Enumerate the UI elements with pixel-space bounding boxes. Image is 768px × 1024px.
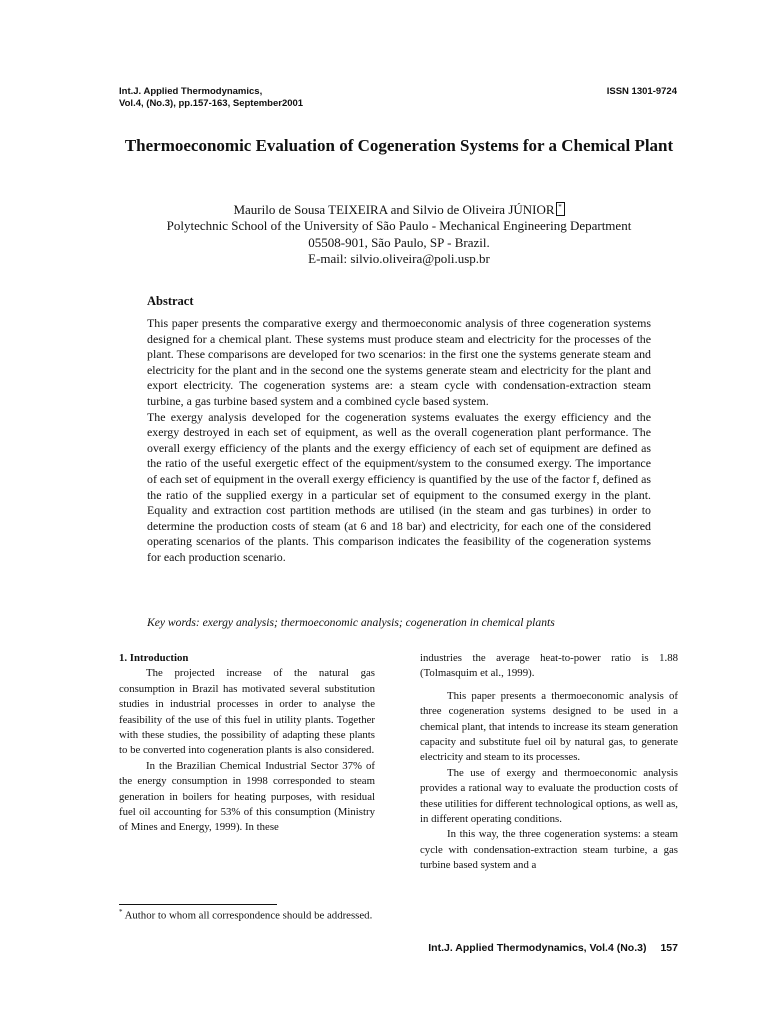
- footnote-text: Author to whom all correspondence should be addressed.: [122, 909, 373, 922]
- left-column: [119, 651, 375, 836]
- intro-paragraph-5: The use of exergy and thermoeconomic analysis provides a rational way to evaluate the production costs of these utilities for different technological options, as well as, in different operating conditions.: [420, 766, 678, 826]
- journal-citation: [119, 86, 303, 110]
- right-column: [420, 651, 678, 874]
- footnote-mark: *: [119, 908, 123, 916]
- affiliation: Polytechnic School of the University of São Paulo - Mechanical Engineering Department: [166, 218, 632, 234]
- issn: ISSN 1301-9724: [606, 86, 677, 97]
- footer-journal: Int.J. Applied Thermodynamics, Vol.4 (No.3): [428, 942, 647, 954]
- intro-paragraph-2: In the Brazilian Chemical Industrial Sector 37% of the energy consumption in 1998 corresponded to steam generation in boilers for heating purposes, with residual fuel oil accounting for 53% of this consumption (Ministry of Mines and Energy, 1999). In these: [119, 759, 375, 834]
- email: E-mail: silvio.oliveira@poli.usp.br: [308, 250, 490, 266]
- page-footer: [428, 942, 678, 954]
- footnote: [119, 908, 372, 922]
- page-number: 157: [660, 942, 678, 954]
- intro-paragraph-4: This paper presents a thermoeconomic analysis of three cogeneration systems designed to be used in a chemical plant, that intends to increase its steam generation capacity and substitute fuel oil by natural gas, to generate electricity and steam to its processes.: [420, 689, 678, 764]
- abstract-body: [147, 316, 651, 566]
- paper-title: Thermoeconomic Evaluation of Cogeneration Systems for a Chemical Plant: [124, 136, 674, 155]
- footnote-rule: [119, 904, 277, 905]
- journal-line-2: Vol.4, (No.3), pp.157-163, September2001: [119, 98, 304, 109]
- intro-paragraph-3: industries the average heat-to-power ratio is 1.88 (Tolmasquim et al., 1999).: [420, 652, 678, 680]
- keywords: Key words: exergy analysis; thermoeconomic analysis; cogeneration in chemical plants: [147, 616, 555, 629]
- journal-line-1: Int.J. Applied Thermodynamics,: [119, 86, 263, 97]
- footnote-marker-box: *: [556, 202, 565, 216]
- section-heading-introduction: 1. Introduction: [119, 652, 189, 664]
- author-names: Maurilo de Sousa TEIXEIRA and Silvio de Oliveira JÚNIOR: [233, 202, 555, 217]
- intro-paragraph-1: The projected increase of the natural gas consumption in Brazil has motivated several substitution studies in industrial processes in order to analyse the feasibility of the use of this fuel in utility plants. Together with these studies, the possibility of adapting these plants to be converted into cogeneration plants is also considered.: [119, 667, 375, 757]
- abstract-heading: Abstract: [147, 294, 194, 308]
- author-block: [110, 202, 688, 267]
- author-names-line: [110, 202, 688, 218]
- abstract-paragraph-1: This paper presents the comparative exergy and thermoeconomic analysis of three cogeneration systems designed for a chemical plant. These systems must produce steam and electricity for the processes of the plant. These comparisons are developed for two scenarios: in the first one the systems generate steam and electricity for the plant and in the second one the systems generate steam and electricity for the plant and export electricity. The cogeneration systems are: a steam cycle with condensation-extraction steam turbine, a gas turbine based system and a combined cycle based system.: [147, 316, 651, 408]
- address: 05508-901, São Paulo, SP - Brazil.: [308, 234, 490, 250]
- abstract-paragraph-2: The exergy analysis developed for the cogeneration systems evaluates the exergy efficiency and the exergy destroyed in each set of equipment, as well as the overall cogeneration plant performance. The overall exergy efficiency of the plants and the exergy efficiency of each set of equipment are defined as the ratio of the useful exergetic effect of the equipment/system to the consumed exergy. The importance of each set of equipment in the overall exergy efficiency is quantified by the use of the factor f, defined as the ratio of the supplied exergy in a particular set of equipment to the consumed exergy in the plant. Equality and extraction cost partition methods are utilised (in the steam and gas turbines) in order to determine the production costs of steam (at 6 and 18 bar) and electricity, for each one of the considered operating scenarios of the plants. This comparison indicates the feasibility of the cogeneration systems for each production scenario.: [147, 409, 651, 564]
- intro-paragraph-6: In this way, the three cogeneration systems: a steam cycle with condensation-extraction steam turbine, a gas turbine based system and a: [420, 828, 678, 872]
